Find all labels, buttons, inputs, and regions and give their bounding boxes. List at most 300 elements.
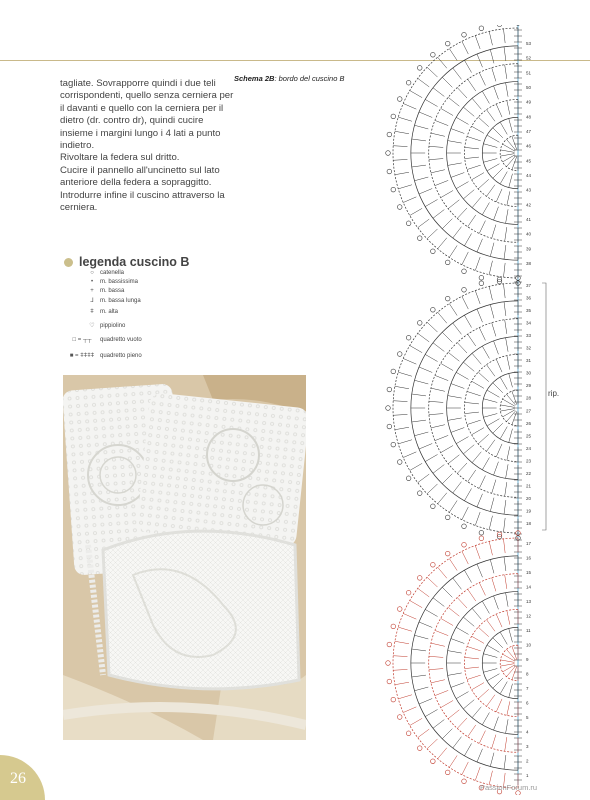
motif-stitch-mark: [398, 695, 412, 699]
motif-stitch-mark: [427, 577, 437, 587]
motif-round-arc: [500, 645, 518, 681]
motif-stitch-mark: [472, 452, 481, 463]
motif-stitch-mark: [418, 78, 429, 87]
row-number-label: 30: [526, 370, 532, 376]
motif-stitch-mark: [478, 372, 489, 382]
motif-stitch-mark: [412, 420, 426, 422]
row-number-label: 51: [526, 70, 532, 76]
motif-stitch-mark: [449, 559, 457, 571]
instruction-paragraph: Rivoltare la federa sul dritto.: [60, 152, 180, 164]
picot-mark: [406, 590, 411, 595]
motif-stitch-mark: [449, 756, 457, 768]
motif-stitch-mark: [431, 170, 445, 173]
motif-round-arc: [429, 319, 518, 498]
motif-stitch-mark: [493, 638, 503, 648]
motif-stitch-mark: [429, 159, 443, 160]
motif-stitch-mark: [484, 159, 498, 163]
motif-stitch-mark: [427, 67, 437, 77]
schema-label: Schema 2B: [234, 74, 275, 83]
motif-stitch-mark: [478, 434, 489, 444]
motif-stitch-mark: [415, 635, 429, 639]
motif-stitch-mark: [412, 649, 426, 651]
motif-stitch-mark: [494, 86, 499, 99]
motif-stitch-mark: [462, 41, 468, 54]
motif-stitch-mark: [463, 190, 474, 199]
motif-stitch-mark: [419, 189, 432, 194]
motif-stitch-mark: [449, 501, 457, 513]
motif-stitch-mark: [465, 667, 479, 668]
motif-stitch-mark: [484, 399, 498, 403]
motif-stitch-mark: [464, 315, 471, 327]
row-number-label: 50: [526, 85, 532, 90]
motif-stitch-mark: [494, 341, 499, 354]
motif-stitch-mark: [506, 593, 508, 607]
chain-stitch-icon: ○: [90, 270, 94, 276]
motif-stitch-mark: [505, 482, 507, 496]
legend-item: [64, 337, 142, 343]
motif-stitch-mark: [453, 482, 462, 493]
motif-stitch-mark: [441, 108, 453, 115]
row-number-label: 40: [526, 231, 532, 237]
picot-mark: [406, 731, 411, 736]
motif-stitch-mark: [479, 73, 485, 86]
long-single-crochet-icon: ⅃: [90, 298, 94, 304]
motif-stitch-mark: [477, 749, 482, 762]
row-number-label: 17: [526, 541, 532, 546]
row-number-label: 6: [526, 700, 529, 706]
instruction-paragraph: tagliate. Sovrapporre quindi i due teli corrispondenti, quello senza cerniera per il davanti e quello con la cerniera per il dietro (dr. contro dr), quindi cucire insieme i margini lungo i 4 lati a punto indietro.: [60, 78, 234, 152]
slip-stitch-icon: •: [90, 279, 94, 285]
picot-mark: [387, 679, 392, 684]
motif-stitch-mark: [503, 654, 515, 661]
row-number-label: 9: [526, 657, 529, 662]
motif-stitch-mark: [448, 163, 462, 165]
picot-mark: [386, 151, 391, 156]
row-number-label: 48: [526, 114, 532, 120]
motif-stitch-mark: [500, 172, 507, 184]
motif-stitch-mark: [489, 261, 492, 275]
row-number-label: 21: [526, 483, 532, 489]
motif-stitch-mark: [431, 133, 445, 136]
motif-stitch-mark: [412, 139, 426, 141]
motif-stitch-mark: [496, 104, 502, 117]
row-number-label: 12: [526, 613, 532, 619]
motif-stitch-mark: [403, 197, 416, 203]
motif-stitch-mark: [465, 657, 479, 658]
motif-stitch-mark: [475, 512, 480, 525]
motif-stitch-mark: [478, 117, 489, 127]
site-watermark: PassionForum.ru: [480, 783, 538, 792]
motif-stitch-mark: [509, 429, 513, 443]
motif-stitch-mark: [403, 452, 416, 458]
page-number: 26: [10, 770, 26, 787]
picot-mark: [406, 221, 411, 226]
picot-mark: [445, 770, 450, 775]
motif-stitch-mark: [462, 507, 468, 520]
motif-stitch-mark: [490, 305, 494, 319]
motif-stitch-mark: [507, 701, 510, 715]
repeat-label: rip.: [548, 389, 560, 398]
motif-stitch-mark: [398, 185, 412, 189]
motif-stitch-mark: [482, 457, 489, 469]
motif-stitch-mark: [509, 119, 513, 133]
picot-mark: [391, 114, 396, 119]
row-number-label: 27: [526, 408, 532, 414]
motif-stitch-mark: [448, 141, 462, 143]
motif-stitch-mark: [489, 541, 492, 555]
motif-stitch-mark: [503, 410, 515, 417]
motif-stitch-mark: [419, 699, 432, 704]
motif-stitch-mark: [425, 199, 437, 206]
motif-stitch-mark: [457, 343, 467, 353]
picot-mark: [387, 387, 392, 392]
motif-stitch-mark: [419, 622, 432, 627]
motif-stitch-mark: [431, 680, 445, 683]
motif-stitch-mark: [438, 57, 447, 68]
picot-mark: [417, 491, 422, 496]
motif-stitch-mark: [490, 753, 494, 767]
motif-stitch-mark: [448, 97, 459, 106]
motif-stitch-mark: [410, 601, 422, 608]
motif-stitch-mark: [492, 578, 496, 592]
row-number-label: 20: [526, 495, 532, 501]
bullet-dot-icon: [64, 258, 73, 267]
motif-stitch-mark: [427, 229, 437, 239]
row-number-label: 43: [526, 187, 532, 193]
motif-stitch-mark: [489, 516, 492, 530]
motif-stitch-mark: [475, 291, 480, 304]
motif-stitch-mark: [509, 374, 513, 388]
motif-stitch-mark: [512, 411, 517, 424]
motif-stitch-mark: [475, 546, 480, 559]
motif-stitch-mark: [393, 146, 407, 147]
motif-stitch-mark: [467, 391, 481, 395]
motif-stitch-mark: [448, 396, 462, 398]
motif-stitch-mark: [415, 432, 429, 436]
row-number-label: 19: [526, 508, 532, 514]
motif-stitch-mark: [467, 420, 481, 424]
row-number-label: 7: [526, 686, 529, 691]
motif-stitch-mark: [453, 578, 462, 589]
motif-stitch-mark: [431, 388, 445, 391]
motif-stitch-mark: [425, 609, 437, 616]
legend-item: [64, 353, 142, 359]
motif-stitch-mark: [468, 79, 476, 91]
double-crochet-icon: ǂ: [90, 309, 94, 315]
row-number-label: 31: [526, 358, 532, 364]
row-number-label: 53: [526, 41, 532, 46]
row-number-label: 38: [526, 261, 532, 266]
motif-stitch-mark: [504, 500, 506, 514]
motif-stitch-mark: [419, 112, 432, 117]
motif-stitch-mark: [441, 446, 453, 453]
motif-stitch-mark: [438, 567, 447, 578]
motif-stitch-mark: [442, 219, 452, 229]
row-number-label: 18: [526, 521, 532, 526]
motif-stitch-mark: [505, 227, 507, 241]
motif-stitch-mark: [435, 120, 448, 125]
motif-stitch-mark: [395, 172, 409, 174]
legend-title-text: legenda cuscino B: [79, 255, 190, 269]
row-number-label: 10: [526, 642, 532, 648]
motif-stitch-mark: [494, 462, 499, 475]
picot-mark: [391, 442, 396, 447]
motif-stitch-mark: [503, 29, 505, 43]
motif-stitch-mark: [507, 666, 516, 677]
motif-stitch-mark: [457, 88, 467, 98]
motif-stitch-mark: [512, 391, 517, 404]
legend-item: [84, 322, 125, 329]
motif-stitch-mark: [453, 227, 462, 238]
motif-stitch-mark: [507, 139, 516, 150]
motif-stitch-mark: [467, 646, 481, 650]
picot-mark: [397, 205, 402, 210]
motif-stitch-mark: [395, 386, 409, 388]
picot-mark: [397, 97, 402, 102]
motif-stitch-mark: [500, 632, 507, 644]
motif-stitch-mark: [503, 263, 505, 277]
motif-stitch-mark: [410, 463, 422, 470]
motif-stitch-mark: [467, 675, 481, 679]
motif-stitch-mark: [410, 718, 422, 725]
picot-mark: [479, 281, 484, 286]
motif-stitch-mark: [456, 372, 468, 379]
row-number-label: 37: [526, 283, 532, 288]
motif-stitch-mark: [441, 618, 453, 625]
motif-stitch-mark: [482, 712, 489, 724]
picot-mark: [445, 515, 450, 520]
motif-stitch-mark: [464, 60, 471, 72]
motif-stitch-mark: [463, 362, 474, 371]
motif-round-arc: [500, 135, 518, 171]
picot-mark: [445, 41, 450, 46]
legend-item: [84, 279, 138, 285]
motif-stitch-mark: [487, 365, 495, 377]
row-number-label: 29: [526, 383, 532, 389]
motif-stitch-mark: [504, 47, 506, 61]
motif-stitch-mark: [494, 207, 499, 220]
motif-stitch-mark: [442, 587, 452, 597]
picot-mark: [462, 779, 467, 784]
motif-stitch-mark: [425, 354, 437, 361]
motif-stitch-mark: [506, 719, 508, 733]
motif-stitch-mark: [395, 131, 409, 133]
motif-stitch-mark: [429, 414, 443, 415]
row-number-label: 23: [526, 458, 532, 464]
motif-stitch-mark: [435, 180, 448, 185]
motif-stitch-mark: [478, 179, 489, 189]
picot-mark: [417, 746, 422, 751]
motif-stitch-mark: [435, 435, 448, 440]
crochet-edging-diagram: [318, 25, 590, 795]
motif-stitch-mark: [467, 136, 481, 140]
row-number-label: 33: [526, 333, 532, 339]
motif-stitch-mark: [507, 649, 516, 660]
motif-stitch-mark: [425, 454, 437, 461]
motif-stitch-mark: [418, 474, 429, 483]
motif-stitch-mark: [482, 601, 489, 613]
motif-stitch-mark: [492, 735, 496, 749]
motif-stitch-mark: [472, 636, 484, 643]
motif-stitch-mark: [503, 284, 505, 298]
motif-stitch-mark: [472, 683, 484, 690]
picot-mark: [431, 52, 436, 57]
motif-stitch-mark: [441, 701, 453, 708]
motif-stitch-mark: [425, 99, 437, 106]
motif-stitch-mark: [456, 117, 468, 124]
motif-stitch-mark: [468, 725, 476, 737]
row-number-label: 44: [526, 173, 532, 178]
motif-stitch-mark: [500, 660, 514, 662]
picot-mark: [387, 132, 392, 137]
motif-round-arc: [429, 574, 518, 753]
motif-stitch-mark: [500, 409, 514, 411]
row-number-label: 2: [526, 758, 529, 764]
picot-mark: [479, 530, 484, 535]
motif-stitch-mark: [448, 607, 459, 616]
motif-stitch-mark: [415, 380, 429, 384]
motif-stitch-mark: [492, 323, 496, 337]
motif-stitch-mark: [505, 737, 507, 751]
motif-stitch-mark: [479, 221, 485, 234]
row-number-label: 25: [526, 433, 532, 439]
filled-mesh-icon: ■ = ǂǂǂǂ: [69, 353, 95, 359]
motif-stitch-mark: [427, 739, 437, 749]
motif-stitch-mark: [442, 77, 452, 87]
motif-stitch-mark: [442, 729, 452, 739]
motif-stitch-mark: [451, 384, 464, 389]
legend-item-label: quadretto vuoto: [100, 337, 142, 343]
row-number-label: 3: [526, 744, 529, 749]
picot-mark: [462, 32, 467, 37]
motif-stitch-mark: [503, 155, 515, 162]
row-number-label: 15: [526, 570, 532, 575]
motif-stitch-mark: [433, 598, 444, 607]
cushion-photo: [63, 375, 306, 740]
motif-stitch-mark: [487, 419, 499, 426]
motif-stitch-mark: [464, 743, 471, 755]
legend-item-label: quadretto pieno: [100, 353, 142, 359]
motif-stitch-mark: [504, 245, 506, 259]
picot-mark: [445, 260, 450, 265]
motif-stitch-mark: [395, 641, 409, 643]
instruction-text: [60, 78, 235, 214]
motif-stitch-mark: [438, 493, 447, 504]
motif-stitch-mark: [393, 414, 407, 415]
motif-stitch-mark: [448, 673, 462, 675]
row-number-label: 35: [526, 308, 532, 314]
motif-stitch-mark: [429, 146, 443, 147]
motif-stitch-mark: [472, 608, 481, 619]
motif-stitch-mark: [457, 208, 467, 218]
picot-mark: [479, 26, 484, 31]
motif-stitch-mark: [477, 309, 482, 322]
motif-stitch-mark: [507, 611, 510, 625]
motif-stitch-mark: [482, 346, 489, 358]
motif-stitch-mark: [479, 731, 485, 744]
row-number-label: 41: [526, 217, 532, 222]
motif-stitch-mark: [484, 144, 498, 148]
picot-mark: [417, 236, 422, 241]
motif-stitch-mark: [504, 302, 506, 316]
row-number-label: 39: [526, 246, 532, 252]
motif-stitch-mark: [490, 560, 494, 574]
motif-stitch-mark: [463, 445, 474, 454]
picot-mark: [462, 524, 467, 529]
row-number-label: 42: [526, 202, 532, 208]
motif-stitch-mark: [465, 412, 479, 413]
motif-stitch-mark: [509, 684, 513, 698]
motif-stitch-mark: [429, 401, 443, 402]
motif-stitch-mark: [496, 359, 502, 372]
motif-stitch-mark: [398, 627, 412, 631]
motif-stitch-mark: [472, 173, 484, 180]
picot-mark: [391, 624, 396, 629]
motif-stitch-mark: [504, 557, 506, 571]
motif-stitch-mark: [451, 173, 464, 178]
motif-stitch-mark: [487, 390, 499, 397]
motif-stitch-mark: [503, 399, 515, 406]
row-number-label: 26: [526, 420, 532, 426]
motif-stitch-mark: [489, 286, 492, 300]
motif-stitch-mark: [472, 381, 484, 388]
row-number-label: 24: [526, 445, 532, 451]
motif-stitch-mark: [496, 444, 502, 457]
motif-stitch-mark: [412, 675, 426, 677]
motif-stitch-mark: [506, 464, 508, 478]
instruction-paragraph: Introdurre infine il cuscino attraverso la cerniera.: [60, 189, 225, 214]
picot-mark: [387, 642, 392, 647]
motif-stitch-mark: [490, 243, 494, 257]
motif-stitch-mark: [457, 718, 467, 728]
motif-stitch-mark: [393, 159, 407, 160]
motif-stitch-mark: [468, 589, 476, 601]
picot-mark: [397, 460, 402, 465]
row-number-label: 8: [526, 671, 529, 677]
motif-stitch-mark: [490, 498, 494, 512]
motif-stitch-mark: [477, 564, 482, 577]
motif-stitch-mark: [492, 225, 496, 239]
row-number-label: 13: [526, 599, 532, 604]
motif-stitch-mark: [478, 627, 489, 637]
motif-stitch-mark: [500, 405, 514, 407]
legend-item-label: pippiolino: [100, 322, 126, 329]
picot-icon: ♡: [89, 323, 95, 329]
motif-stitch-mark: [449, 49, 457, 61]
motif-stitch-mark: [464, 233, 471, 245]
motif-stitch-mark: [398, 440, 412, 444]
instruction-paragraph: Cucire il pannello all'uncinetto sul lato anteriore della federa a sopraggitto.: [60, 164, 220, 189]
picot-mark: [497, 25, 502, 27]
motif-stitch-mark: [449, 246, 457, 258]
motif-stitch-mark: [435, 630, 448, 635]
motif-stitch-mark: [433, 465, 444, 474]
motif-stitch-mark: [393, 656, 407, 657]
row-number-label: 4: [526, 729, 529, 735]
motif-stitch-mark: [431, 425, 445, 428]
motif-stitch-mark: [477, 494, 482, 507]
picot-mark: [397, 715, 402, 720]
motif-stitch-mark: [468, 470, 476, 482]
motif-stitch-mark: [500, 664, 514, 666]
motif-stitch-mark: [395, 427, 409, 429]
picot-mark: [445, 296, 450, 301]
motif-stitch-mark: [492, 480, 496, 494]
motif-stitch-mark: [419, 367, 432, 372]
motif-stitch-mark: [487, 440, 495, 452]
picot-mark: [387, 424, 392, 429]
picot-mark: [462, 542, 467, 547]
